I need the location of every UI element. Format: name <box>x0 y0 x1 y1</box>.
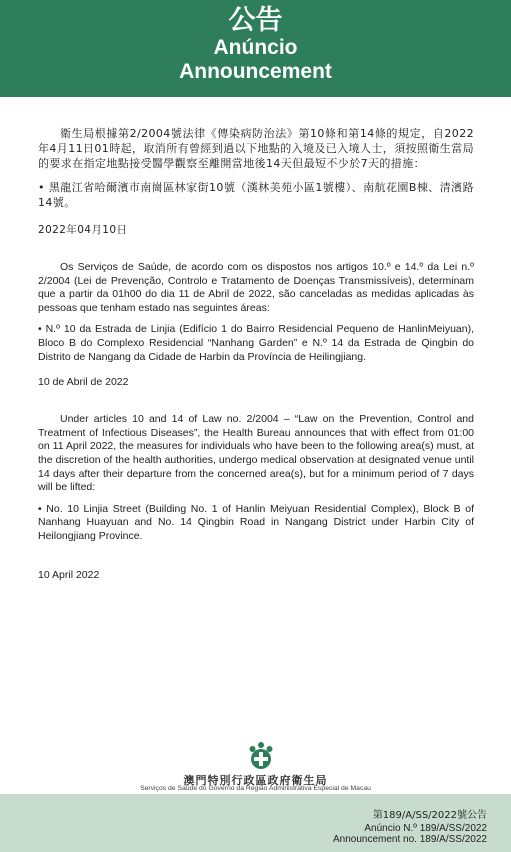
pt-paragraph: Os Serviços de Saúde, de acordo com os dispostos nos artigos 10.º e 14.º da Lei n.º 2/2004 (Lei de Prevenção, Controlo e Tratamento de Doenças Transmissíveis), determinam que a partir da 01h00 do dia 11 de Abril de 2022, são canceladas as medidas aplicadas às pessoas que tenham estado nas seguintes áreas: <box>38 261 474 314</box>
reference-zh: 第189/A/SS/2022號公告 <box>372 810 487 821</box>
pt-bullet: • N.º 10 da Estrada de Linjia (Edifício 1 do Bairro Residencial Pequeno de HanlinMeiyuan), Bloco B do Complexo Residencial “Nanhang Garden” e N.º 14 da Estrada de Qingbin do Distrito de Nangang da Cidade de Harbin da Província de Heilingjiang. <box>38 323 474 363</box>
org-name-zh: 澳門特別行政區政府衛生局 <box>183 774 328 787</box>
pt-date: 10 de Abril de 2022 <box>38 376 129 389</box>
title-zh: 公告 <box>228 5 283 36</box>
zh-bullet: • 黑龍江省哈爾濱市南崗區林家街10號（漢林美苑小區1號樓）、南航花園B棟、清濱路14號。 <box>38 181 474 209</box>
zh-paragraph: 衛生局根據第2/2004號法律《傳染病防治法》第10條和第14條的規定，自2022年4月11日01時起，取消所有曾經到過以下地點的入境及已入境人士，須按照衛生當局的要求在指定地點接受醫學觀察至離開當地後14天但最短不少於7天的措施： <box>38 127 474 170</box>
zh-date: 2022年04月10日 <box>38 224 128 236</box>
en-date: 10 April 2022 <box>38 568 100 581</box>
reference-en: Announcement no. 189/A/SS/2022 <box>332 834 487 845</box>
health-bureau-logo-icon <box>246 741 276 771</box>
title-en: Announcement <box>179 60 332 83</box>
en-bullet: • No. 10 Linjia Street (Building No. 1 of Hanlin Meiyuan Residential Complex), Block B of Nanhang Huayuan and No. 14 Qingbin Road in Nangang District under Harbin City of Heilongjiang Province. <box>38 502 474 542</box>
title-pt: Anúncio <box>213 36 298 59</box>
org-name-pt: Serviços de Saúde do Governo da Região Administrativa Especial de Macau <box>140 785 371 792</box>
announcement-body <box>38 126 474 582</box>
en-paragraph: Under articles 10 and 14 of Law no. 2/2004 – “Law on the Prevention, Control and Treatment of Infectious Diseases”, the Health Bureau announces that with effect from 01:00 on 11 April 2022, the measures for individuals who have been to the following area(s) must, at the discretion of the health authorities, undergo medical observation at designated venue until 14 days after their departure from the concerned area(s), but for a minimum period of 7 days will be lifted: <box>38 413 474 494</box>
announcement-header <box>0 0 511 97</box>
reference-pt: Anúncio N.º 189/A/SS/2022 <box>364 823 487 834</box>
